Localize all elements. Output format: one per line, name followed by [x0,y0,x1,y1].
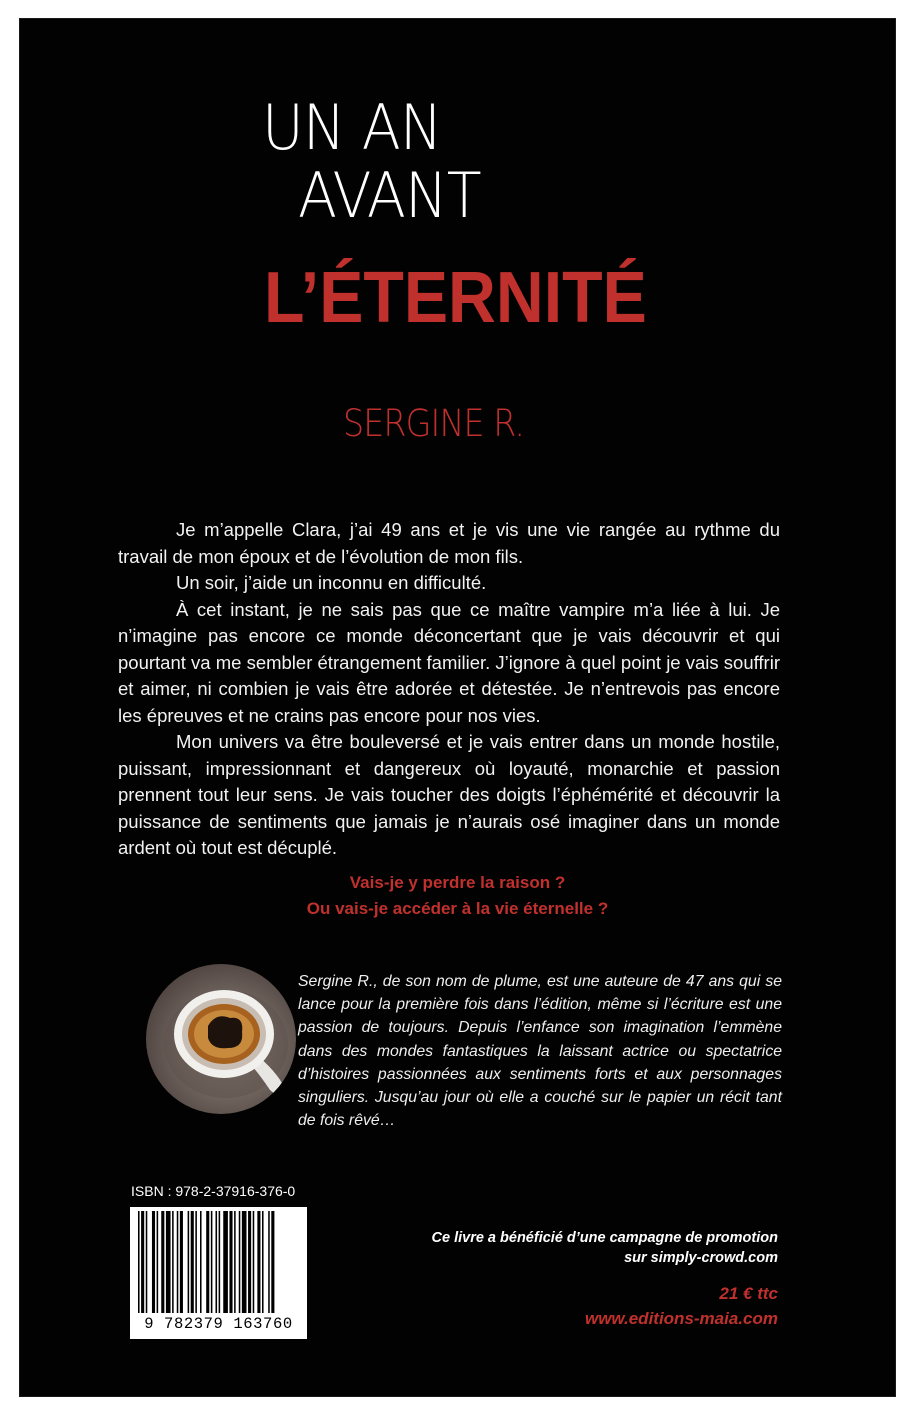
tagline-question-2: Ou vais-je accéder à la vie éternelle ? [306,899,609,918]
promo-line-2: sur simply-crowd.com [624,1250,778,1266]
blurb-paragraph-4: Mon univers va être bouleversé et je vais entrer dans un monde hostile, puissant, impressionnant et dangereux où loyauté, monarchie et passion prennent tout leur sens. Je vais toucher des doigts l’éphémérité et découvrir la puissance de sentiments que jamais je n’aurais osé imaginer dans un monde ardent où tout est décuplé. [118,731,780,858]
price: 21 € ttc [719,1284,778,1303]
barcode-bars [130,1207,307,1315]
author-photo-coffee-cup [146,964,296,1114]
author-name: SERGINE R. [343,402,525,445]
blurb [118,517,780,862]
blurb-paragraph-1: Je m’appelle Clara, j’ai 49 ans et je vis une vie rangée au rythme du travail de mon époux et de l’évolution de mon fils. [118,519,780,567]
author-bio: Sergine R., de son nom de plume, est une auteure de 47 ans qui se lance pour la première fois dans l’édition, même si l’écriture est une passion de toujours. Depuis l’enfance son imagination l’emmène dans des mondes fantastiques la laissant actrice ou spectatrice d’histoires passionnées aux sentiments forts et aux personnages singuliers. Jusqu’au jour où elle a couché sur le papier un récit tant de fois rêvé… [298,973,782,1130]
tagline-question-1: Vais-je y perdre la raison ? [349,873,566,892]
coffee-cup-illustration [146,964,296,1114]
barcode [130,1207,307,1339]
blurb-paragraph-3: À cet instant, je ne sais pas que ce maître vampire m’a liée à lui. Je n’imagine pas encore ce monde déconcertant que je vais découvrir et qui pourtant va me sembler étrangement familier. J’ignore à quel point je vais souffrir et aimer, ni combien je vais être adorée et détestée. Je n’entrevois pas encore les épreuves et ne crains pas encore pour nos vies. [118,598,780,726]
isbn: ISBN : 978-2-37916-376-0 [131,1183,296,1199]
blurb-paragraph-2: Un soir, j’aide un inconnu en difficulté. [176,572,487,593]
publisher-website: www.editions-maia.com [584,1309,778,1328]
title-line-2: AVANT [298,159,481,232]
barcode-digits: 9 782379 163760 [144,1315,293,1333]
title-line-1: UN AN [262,91,442,164]
promo-line-1: Ce livre a bénéficié d’une campagne de promotion [431,1230,778,1246]
title-line-3: L’ÉTERNITÉ [264,258,647,338]
